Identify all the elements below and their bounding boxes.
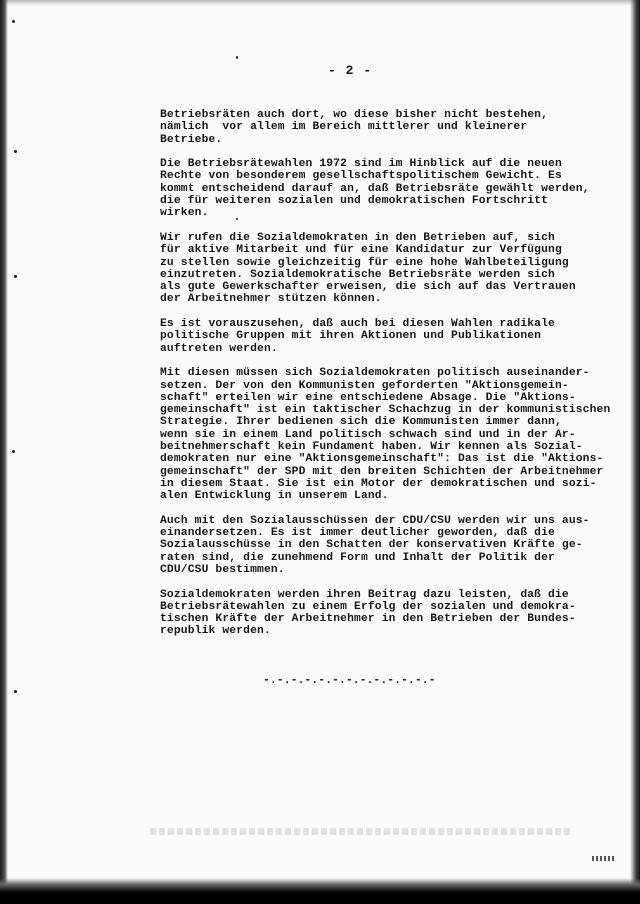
text-line: Auch mit den Sozialausschüssen der CDU/CSU werden wir uns aus- (160, 514, 590, 527)
text-line: CDU/CSU bestimmen. (160, 563, 285, 576)
text-line: Strategie. Ihrer bedienen sich die Kommunisten immer dann, (160, 416, 562, 429)
scan-speck (14, 275, 17, 278)
scan-speck (14, 690, 17, 693)
text-line: Sozialdemokraten werden ihren Beitrag dazu leisten, daß die (160, 588, 569, 601)
paragraph (160, 367, 630, 502)
text-line: Betriebsrätewahlen zu einem Erfolg der sozialen und demokra- (160, 600, 576, 613)
text-line: einandersetzen. Es ist immer deutlicher geworden, daß die (160, 527, 555, 540)
text-line: in diesem Staat. Sie ist ein Motor der demokratischen und sozi- (160, 477, 597, 490)
text-line: republik werden. (160, 625, 271, 638)
text-line: Die Betriebsrätewahlen 1972 sind im Hinblick auf die neuen (160, 158, 562, 171)
text-line: gemeinschaft" der SPD mit den breiten Schichten der Arbeitnehmer (160, 465, 604, 478)
text-line: einzutreten. Sozialdemokratische Betriebsräte werden sich (160, 268, 555, 281)
text-line: alen Entwicklung in unserem Land. (160, 490, 389, 503)
paragraph (160, 318, 630, 355)
text-line: als gute Gewerkschafter erweisen, die sich auf das Vertrauen (160, 281, 576, 294)
text-line: Wir rufen die Sozialdemokraten in den Betrieben auf, sich (160, 231, 555, 244)
paragraph (160, 158, 630, 219)
scan-speck (14, 150, 17, 153)
text-line: schaft" erteilen wir eine entschiedene Absage. Die "Aktions- (160, 391, 576, 404)
text-line: politische Gruppen mit ihren Aktionen und Publikationen (160, 330, 542, 343)
text-line: beitnehmerschaft kein Fundament haben. Wir kennen als Sozial- (160, 441, 583, 454)
scan-shadow-left (0, 0, 8, 904)
paragraph (160, 515, 630, 576)
text-line: tischen Kräfte der Arbeitnehmer in den Betrieben der Bundes- (160, 613, 576, 626)
text-line: die für weiteren sozialen und demokratischen Fortschritt (160, 195, 549, 208)
scan-shadow-right (630, 0, 640, 904)
corner-mark (592, 856, 616, 861)
text-line: Mit diesen müssen sich Sozialdemokraten politisch auseinander- (160, 367, 590, 380)
text-line: gemeinschaft" ist ein taktischer Schachzug in der kommunistischen (160, 404, 611, 417)
end-separator: -.-.-.-.-.-.-.-.-.-.-.-.- (263, 674, 436, 687)
text-line: Sozialausschüsse in den Schatten der konservativen Kräfte ge- (160, 539, 583, 552)
paragraph (160, 109, 630, 146)
text-line: Betriebsräten auch dort, wo diese bisher nicht bestehen, (160, 109, 549, 121)
text-line: wirken. (160, 207, 209, 220)
page-number: - 2 - (328, 63, 373, 78)
text-line: Es ist vorauszusehen, daß auch bei diesen Wahlen radikale (160, 318, 555, 331)
text-line: auftreten werden. (160, 342, 278, 355)
text-line: kommt entscheidend darauf an, daß Betriebsräte gewählt werden, (160, 182, 590, 195)
scan-speck (236, 56, 238, 59)
text-line: raten sind, die zunehmend Form und Inhalt der Politik der (160, 551, 555, 564)
text-line: Betriebe. (160, 133, 223, 146)
text-line: setzen. Der von den Kommunisten geforderten "Aktionsgemein- (160, 379, 569, 392)
text-line: Rechte von besonderem gesellschaftspolitischem Gewicht. Es (160, 170, 562, 183)
text-line: nämlich vor allem im Bereich mittlerer und kleinerer (160, 121, 528, 134)
paragraph (160, 232, 630, 306)
text-line: für aktive Mitarbeit und für eine Kandidatur zur Verfügung (160, 244, 562, 257)
text-line: zu stellen sowie gleichzeitig für eine hohe Wahlbeteiligung (160, 256, 569, 269)
text-line: der Arbeitnehmer stützen können. (160, 293, 382, 306)
scan-shadow-top (0, 0, 640, 6)
text-line: demokraten nur eine "Aktionsgemeinschaft": Das ist die "Aktions- (160, 453, 604, 466)
paragraph (160, 589, 630, 638)
scan-shadow-bottom (0, 878, 640, 904)
scan-speck (12, 20, 15, 23)
scan-speck (12, 450, 15, 453)
bleed-through-text (150, 828, 570, 835)
text-line: wenn sie in einem Land politisch schwach sind und in der Ar- (160, 428, 576, 441)
document-body (160, 109, 630, 650)
